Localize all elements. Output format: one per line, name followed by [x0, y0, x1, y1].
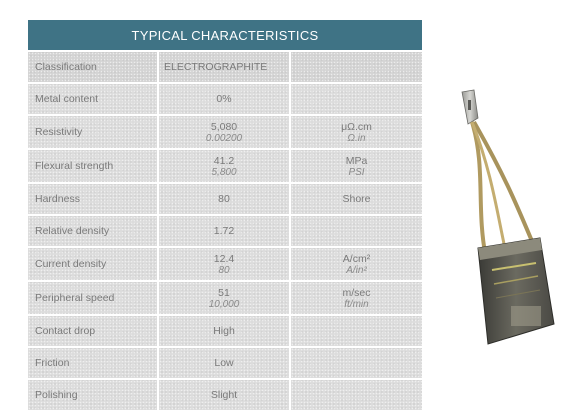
- property-value: [159, 282, 289, 314]
- unit-metric: m/sec: [342, 286, 371, 299]
- table-row: [28, 282, 422, 314]
- table-row: [28, 116, 422, 148]
- property-unit: [291, 216, 422, 246]
- property-label: Friction: [28, 348, 157, 378]
- table-body: [28, 52, 422, 410]
- property-value: [159, 316, 289, 346]
- table-row: [28, 348, 422, 378]
- property-label: Current density: [28, 248, 157, 280]
- table-row: [28, 184, 422, 214]
- value-metric: 5,080: [210, 120, 238, 133]
- unit-imperial: ft/min: [344, 298, 369, 310]
- property-label: Metal content: [28, 84, 157, 114]
- property-value: [159, 52, 289, 82]
- unit-metric: Shore: [342, 193, 371, 205]
- unit-metric: A/cm²: [342, 252, 371, 265]
- property-label: Contact drop: [28, 316, 157, 346]
- property-value: [159, 116, 289, 148]
- value-metric: 0%: [216, 93, 232, 105]
- table-row: [28, 316, 422, 346]
- value-metric: 80: [218, 193, 230, 205]
- value-imperial: 80: [218, 264, 230, 276]
- property-label: Flexural strength: [28, 150, 157, 182]
- property-value: [159, 184, 289, 214]
- value-metric: 51: [218, 286, 230, 299]
- value-imperial: 10,000: [208, 298, 240, 310]
- property-unit: [291, 380, 422, 410]
- property-value: [159, 380, 289, 410]
- value-metric: Low: [214, 357, 234, 369]
- table-row: [28, 84, 422, 114]
- value-metric: 1.72: [213, 225, 235, 237]
- property-value: [159, 216, 289, 246]
- value-imperial: 0.00200: [205, 132, 243, 144]
- property-unit: [291, 116, 422, 148]
- property-unit: [291, 52, 422, 82]
- value-metric: High: [213, 325, 235, 337]
- table-row: [28, 248, 422, 280]
- property-value: [159, 150, 289, 182]
- property-label: Classification: [28, 52, 157, 82]
- property-label: Polishing: [28, 380, 157, 410]
- value-metric: 12.4: [213, 252, 235, 265]
- carbon-brush-icon: [456, 88, 556, 350]
- property-label: Resistivity: [28, 116, 157, 148]
- table-row: [28, 52, 422, 82]
- characteristics-table: [28, 20, 422, 410]
- unit-metric: μΩ.cm: [341, 120, 372, 133]
- value-metric: ELECTROGRAPHITE: [164, 61, 268, 73]
- unit-metric: MPa: [345, 154, 368, 167]
- unit-imperial: Ω.in: [347, 132, 366, 144]
- value-metric: 41.2: [213, 154, 235, 167]
- property-unit: [291, 184, 422, 214]
- value-metric: Slight: [210, 389, 238, 401]
- property-unit: [291, 348, 422, 378]
- property-unit: [291, 282, 422, 314]
- property-unit: [291, 248, 422, 280]
- unit-imperial: PSI: [348, 166, 365, 178]
- property-value: [159, 348, 289, 378]
- table-title: TYPICAL CHARACTERISTICS: [28, 20, 422, 50]
- property-unit: [291, 316, 422, 346]
- property-unit: [291, 84, 422, 114]
- value-imperial: 5,800: [211, 166, 237, 178]
- table-row: [28, 380, 422, 410]
- property-value: [159, 248, 289, 280]
- unit-imperial: A/in²: [346, 264, 367, 276]
- property-value: [159, 84, 289, 114]
- property-unit: [291, 150, 422, 182]
- property-label: Peripheral speed: [28, 282, 157, 314]
- table-row: [28, 150, 422, 182]
- property-label: Relative density: [28, 216, 157, 246]
- property-label: Hardness: [28, 184, 157, 214]
- table-row: [28, 216, 422, 246]
